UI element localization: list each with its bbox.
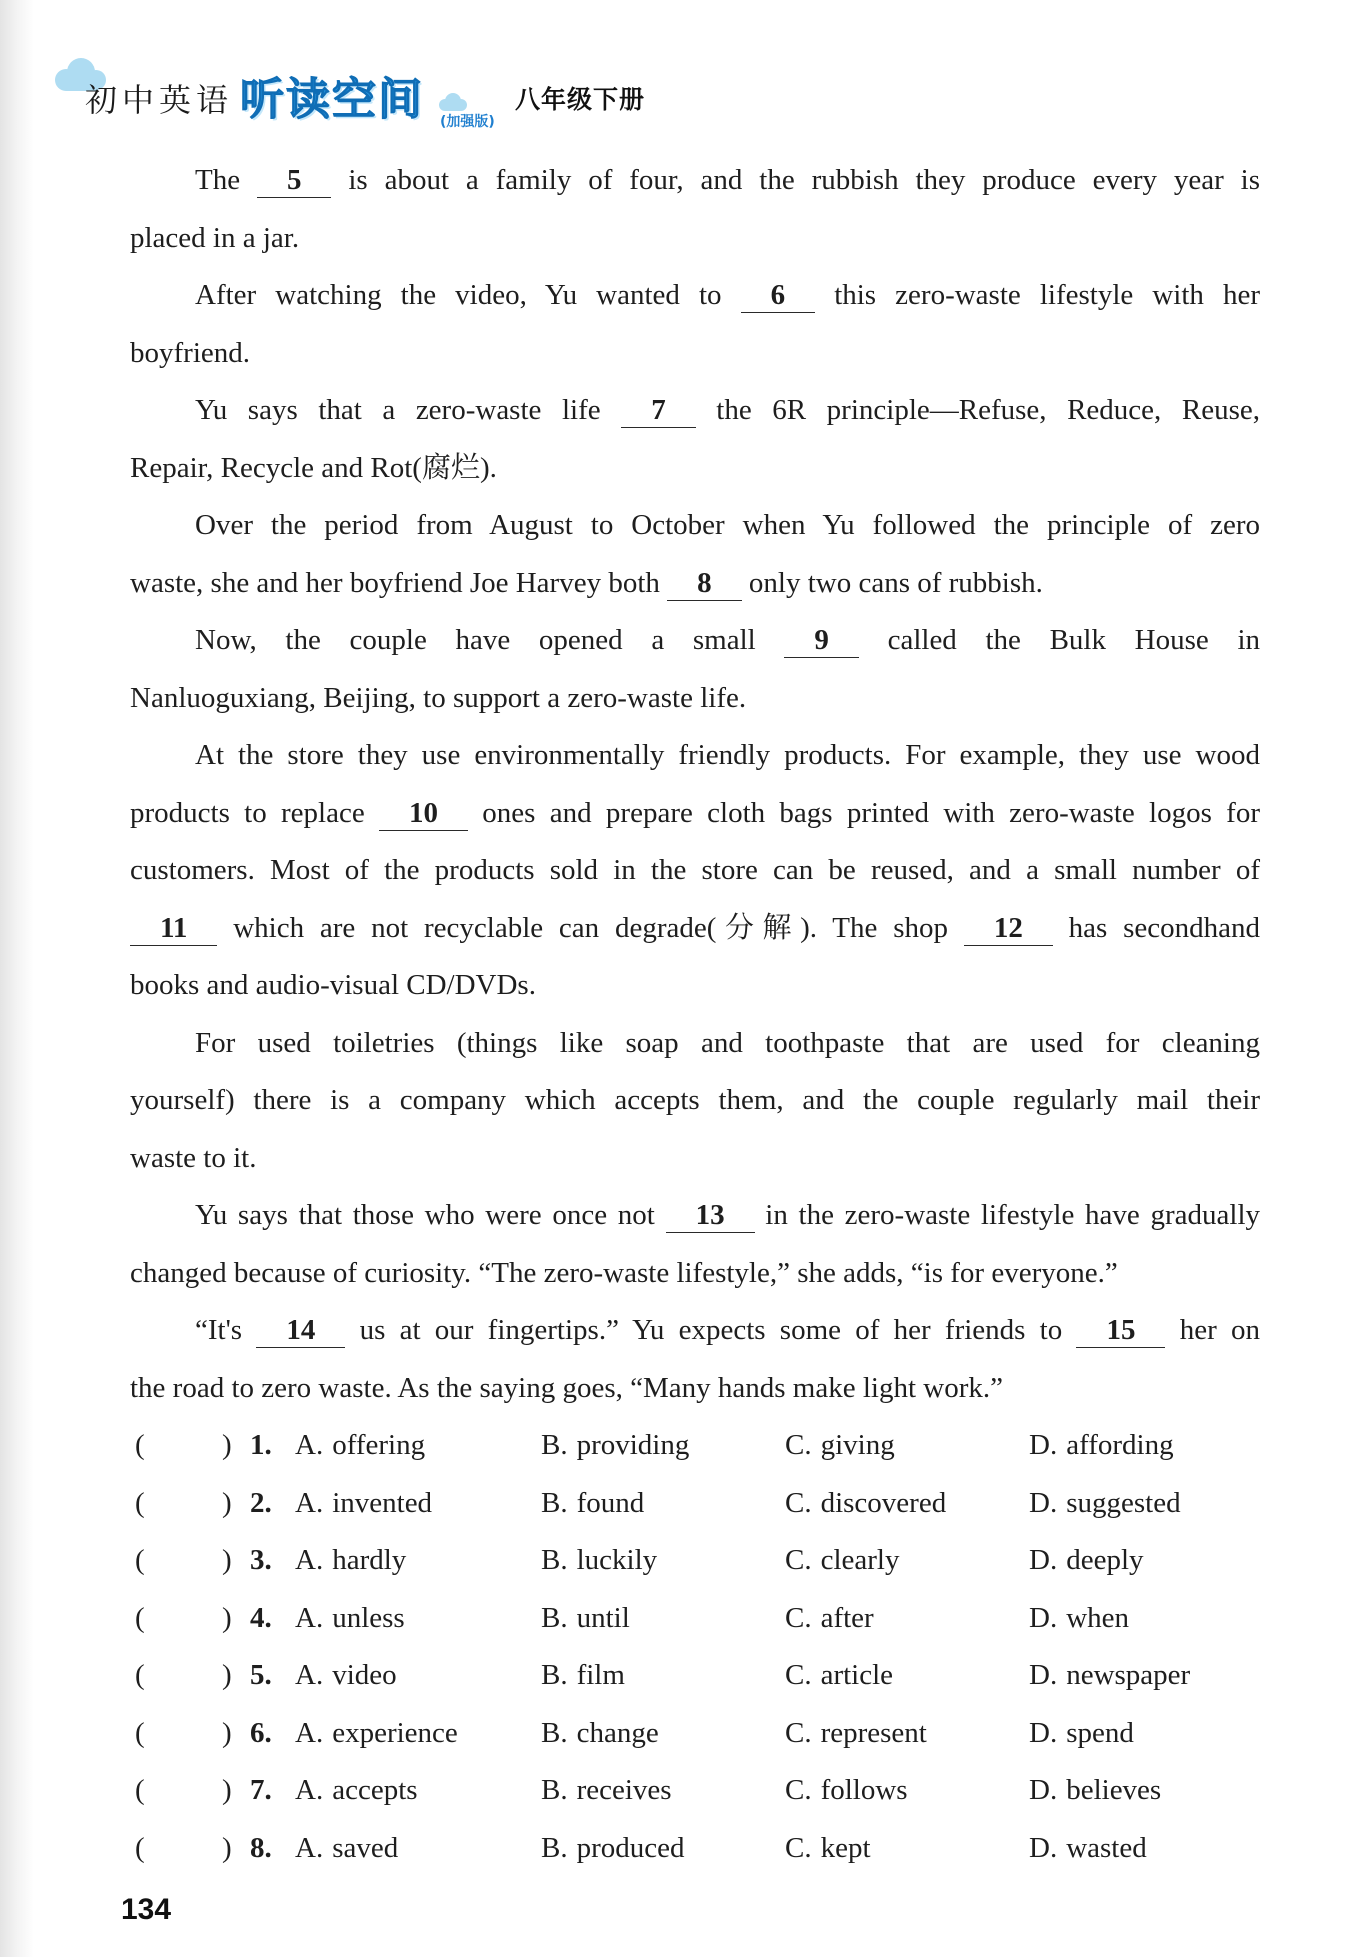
option-letter: B. [541, 1716, 568, 1749]
question-list [130, 1417, 1260, 1877]
option-letter: D. [1029, 1831, 1058, 1864]
text-line [130, 1360, 1260, 1418]
paragraph [130, 1015, 1260, 1188]
answer-blank: 11 [130, 911, 217, 946]
paragraph [130, 1302, 1260, 1417]
option-letter: D. [1029, 1601, 1058, 1634]
option-d [1029, 1705, 1260, 1763]
option-a [295, 1475, 541, 1533]
passage-text: For used toiletries (things like soap and toothpaste that are used for cleaning [195, 1026, 1260, 1059]
passage-text: yourself) there is a company which accepts them, and the couple regularly mail their [130, 1084, 1260, 1116]
option-c [785, 1762, 1029, 1820]
text-line [130, 382, 1260, 440]
option-d [1029, 1647, 1260, 1705]
option-c [785, 1647, 1029, 1705]
answer-bracket-open: ( [135, 1486, 145, 1519]
option-text: affording [1066, 1429, 1174, 1461]
brand-logo: 听读空间 [240, 74, 424, 125]
option-text: suggested [1066, 1486, 1181, 1519]
option-b [541, 1417, 785, 1475]
option-c [785, 1705, 1029, 1763]
text-line [130, 1245, 1260, 1303]
answer-blank: 7 [621, 393, 696, 428]
text-line [130, 1302, 1260, 1360]
option-a [295, 1590, 541, 1648]
option-text: giving [820, 1429, 895, 1461]
answer-bracket-close: ) [222, 1774, 232, 1806]
text-line [130, 325, 1260, 383]
option-b [541, 1532, 785, 1590]
answer-blank: 5 [257, 163, 332, 198]
question-number: 4. [250, 1601, 272, 1634]
option-text: offering [332, 1429, 426, 1461]
option-text: clearly [820, 1544, 900, 1576]
option-letter: C. [785, 1659, 812, 1691]
option-d [1029, 1820, 1260, 1878]
option-a [295, 1820, 541, 1878]
text-line [130, 1015, 1260, 1073]
option-text: believes [1066, 1774, 1162, 1806]
option-c [785, 1417, 1029, 1475]
paragraph [130, 382, 1260, 497]
text-line [130, 900, 1260, 958]
text-line [130, 440, 1260, 498]
passage-text: the road to zero waste. As the saying goes, “Many hands make light work.” [130, 1371, 1004, 1404]
option-c [785, 1820, 1029, 1878]
option-c [785, 1590, 1029, 1648]
option-text: providing [576, 1429, 690, 1461]
option-letter: B. [541, 1486, 568, 1519]
option-letter: C. [785, 1601, 812, 1634]
text-line [130, 152, 1260, 210]
answer-bracket-open: ( [135, 1774, 145, 1806]
option-a [295, 1647, 541, 1705]
question-number: 2. [250, 1486, 272, 1519]
passage-text: boyfriend. [130, 336, 250, 369]
option-letter: A. [295, 1486, 324, 1519]
cloze-passage [130, 152, 1260, 1417]
question-number: 5. [250, 1659, 272, 1691]
page-number: 134 [121, 1893, 172, 1926]
text-line [130, 267, 1260, 325]
text-line [130, 1072, 1260, 1130]
option-text: video [332, 1659, 397, 1691]
option-a [295, 1417, 541, 1475]
question-row [130, 1532, 1260, 1590]
option-letter: D. [1029, 1659, 1058, 1691]
question-number: 1. [250, 1429, 272, 1461]
option-c [785, 1475, 1029, 1533]
series-title: 初中英语 [85, 81, 234, 119]
option-d [1029, 1475, 1260, 1533]
option-letter: A. [295, 1716, 324, 1749]
paragraph [130, 497, 1260, 612]
passage-text: Yu says that those who were once not [195, 1199, 666, 1231]
question-row [130, 1647, 1260, 1705]
text-line [130, 842, 1260, 900]
passage-text: Repair, Recycle and Rot(腐烂). [130, 451, 497, 484]
option-text: found [576, 1486, 645, 1519]
option-letter: B. [541, 1429, 568, 1461]
option-b [541, 1705, 785, 1763]
option-b [541, 1762, 785, 1820]
option-text: after [820, 1601, 874, 1634]
option-letter: C. [785, 1544, 812, 1576]
option-letter: D. [1029, 1486, 1058, 1519]
option-a [295, 1705, 541, 1763]
option-letter: C. [785, 1429, 812, 1461]
option-text: newspaper [1066, 1659, 1191, 1691]
option-b [541, 1590, 785, 1648]
passage-text: has secondhand [1052, 911, 1260, 944]
answer-bracket-open: ( [135, 1429, 145, 1461]
text-line [130, 957, 1260, 1015]
option-text: unless [332, 1601, 405, 1634]
passage-text: which are not recyclable can degrade(分解). The shop [217, 911, 964, 944]
option-text: article [820, 1659, 894, 1691]
answer-blank: 8 [667, 566, 742, 601]
passage-text: customers. Most of the products sold in the store can be reused, and a small number of [130, 854, 1260, 886]
answer-blank: 13 [666, 1198, 755, 1233]
answer-blank: 14 [256, 1313, 345, 1348]
answer-blank: 12 [964, 911, 1053, 946]
option-letter: A. [295, 1774, 324, 1806]
passage-text: “It's [195, 1314, 257, 1346]
question-row [130, 1417, 1260, 1475]
question-row [130, 1820, 1260, 1878]
passage-text: in the zero-waste lifestyle have gradually [754, 1199, 1260, 1231]
option-text: when [1066, 1601, 1130, 1634]
text-line [130, 1130, 1260, 1188]
passage-text: books and audio-visual CD/DVDs. [130, 969, 536, 1001]
passage-text: Yu says that a zero-waste life [195, 394, 622, 426]
question-number: 3. [250, 1544, 272, 1576]
grade-volume-label: 八年级下册 [515, 85, 646, 114]
option-d [1029, 1417, 1260, 1475]
option-letter: B. [541, 1544, 568, 1576]
paragraph [130, 152, 1260, 267]
option-d [1029, 1590, 1260, 1648]
option-text: represent [820, 1716, 927, 1749]
answer-blank: 9 [784, 623, 859, 658]
edition-label: (加强版) [440, 114, 495, 130]
option-d [1029, 1762, 1260, 1820]
option-text: hardly [332, 1544, 407, 1576]
option-text: receives [576, 1774, 672, 1806]
paragraph [130, 612, 1260, 727]
option-text: luckily [576, 1544, 658, 1576]
answer-bracket-open: ( [135, 1544, 145, 1576]
option-b [541, 1647, 785, 1705]
option-text: follows [820, 1774, 908, 1806]
option-letter: A. [295, 1831, 324, 1864]
answer-bracket-close: ) [222, 1831, 232, 1864]
option-d [1029, 1532, 1260, 1590]
page-header [0, 0, 1350, 145]
answer-bracket-close: ) [222, 1716, 232, 1749]
option-letter: D. [1029, 1716, 1058, 1749]
passage-text: this zero-waste lifestyle with her [815, 279, 1260, 311]
answer-blank: 10 [379, 796, 468, 831]
passage-text: the 6R principle—Refuse, Reduce, Reuse, [695, 394, 1260, 426]
passage-text: After watching the video, Yu wanted to [195, 279, 741, 311]
answer-bracket-close: ) [222, 1601, 232, 1634]
passage-text: her on [1165, 1314, 1260, 1346]
option-letter: A. [295, 1544, 324, 1576]
answer-bracket-open: ( [135, 1659, 145, 1691]
text-line [130, 785, 1260, 843]
passage-text: ones and prepare cloth bags printed with zero-waste logos for [468, 796, 1260, 829]
passage-text: Over the period from August to October when Yu followed the principle of zero [195, 509, 1260, 541]
text-line [130, 497, 1260, 555]
option-a [295, 1532, 541, 1590]
answer-bracket-close: ) [222, 1486, 232, 1519]
question-number: 7. [250, 1774, 272, 1806]
option-letter: C. [785, 1774, 812, 1806]
paragraph [130, 727, 1260, 1015]
option-text: until [576, 1601, 630, 1634]
option-c [785, 1532, 1029, 1590]
option-b [541, 1475, 785, 1533]
passage-text: At the store they use environmentally friendly products. For example, they use wood [195, 739, 1260, 771]
answer-bracket-open: ( [135, 1831, 145, 1864]
option-text: kept [820, 1831, 871, 1864]
passage-text: waste, she and her boyfriend Joe Harvey both [130, 566, 668, 599]
text-line [130, 612, 1260, 670]
option-text: accepts [332, 1774, 418, 1806]
text-line [130, 1187, 1260, 1245]
option-letter: A. [295, 1429, 324, 1461]
option-text: spend [1066, 1716, 1134, 1749]
option-letter: A. [295, 1601, 324, 1634]
option-letter: B. [541, 1831, 568, 1864]
question-row [130, 1762, 1260, 1820]
option-a [295, 1762, 541, 1820]
passage-text: Nanluoguxiang, Beijing, to support a zero-waste life. [130, 681, 747, 714]
option-letter: C. [785, 1486, 812, 1519]
option-text: invented [332, 1486, 433, 1519]
passage-text: only two cans of rubbish. [741, 566, 1043, 599]
option-letter: C. [785, 1716, 812, 1749]
option-text: saved [332, 1831, 399, 1864]
passage-text: placed in a jar. [130, 221, 300, 254]
text-line [130, 555, 1260, 613]
option-text: produced [576, 1831, 685, 1864]
answer-blank: 6 [741, 278, 816, 313]
question-row [130, 1590, 1260, 1648]
passage-text: The [195, 164, 257, 196]
option-letter: D. [1029, 1429, 1058, 1461]
passage-text: called the Bulk House in [858, 624, 1260, 656]
passage-text: changed because of curiosity. “The zero-waste lifestyle,” she adds, “is for everyone.” [130, 1256, 1118, 1289]
text-line [130, 727, 1260, 785]
option-letter: B. [541, 1601, 568, 1634]
option-text: deeply [1066, 1544, 1144, 1576]
option-letter: D. [1029, 1544, 1058, 1576]
paragraph [130, 267, 1260, 382]
answer-bracket-close: ) [222, 1544, 232, 1576]
cloud-icon [436, 92, 468, 112]
question-row [130, 1705, 1260, 1763]
answer-bracket-close: ) [222, 1429, 232, 1461]
answer-bracket-open: ( [135, 1716, 145, 1749]
option-b [541, 1820, 785, 1878]
text-line [130, 670, 1260, 728]
paragraph [130, 1187, 1260, 1302]
option-text: wasted [1066, 1831, 1147, 1864]
passage-text: products to replace [130, 796, 380, 829]
option-text: change [576, 1716, 659, 1749]
option-letter: B. [541, 1774, 568, 1806]
text-line [130, 210, 1260, 268]
answer-bracket-open: ( [135, 1601, 145, 1634]
passage-text: waste to it. [130, 1141, 257, 1174]
question-number: 6. [250, 1716, 272, 1749]
option-letter: B. [541, 1659, 568, 1691]
option-letter: D. [1029, 1774, 1058, 1806]
passage-text: is about a family of four, and the rubbish they produce every year is [331, 164, 1260, 196]
passage-text: us at our fingertips.” Yu expects some of her friends to [345, 1314, 1077, 1346]
answer-blank: 15 [1076, 1313, 1165, 1348]
option-text: discovered [820, 1486, 947, 1519]
option-text: experience [332, 1716, 458, 1749]
question-number: 8. [250, 1831, 272, 1864]
option-letter: C. [785, 1831, 812, 1864]
option-letter: A. [295, 1659, 324, 1691]
passage-text: Now, the couple have opened a small [195, 624, 785, 656]
option-text: film [576, 1659, 625, 1691]
page-content [130, 152, 1260, 1877]
question-row [130, 1475, 1260, 1533]
answer-bracket-close: ) [222, 1659, 232, 1691]
